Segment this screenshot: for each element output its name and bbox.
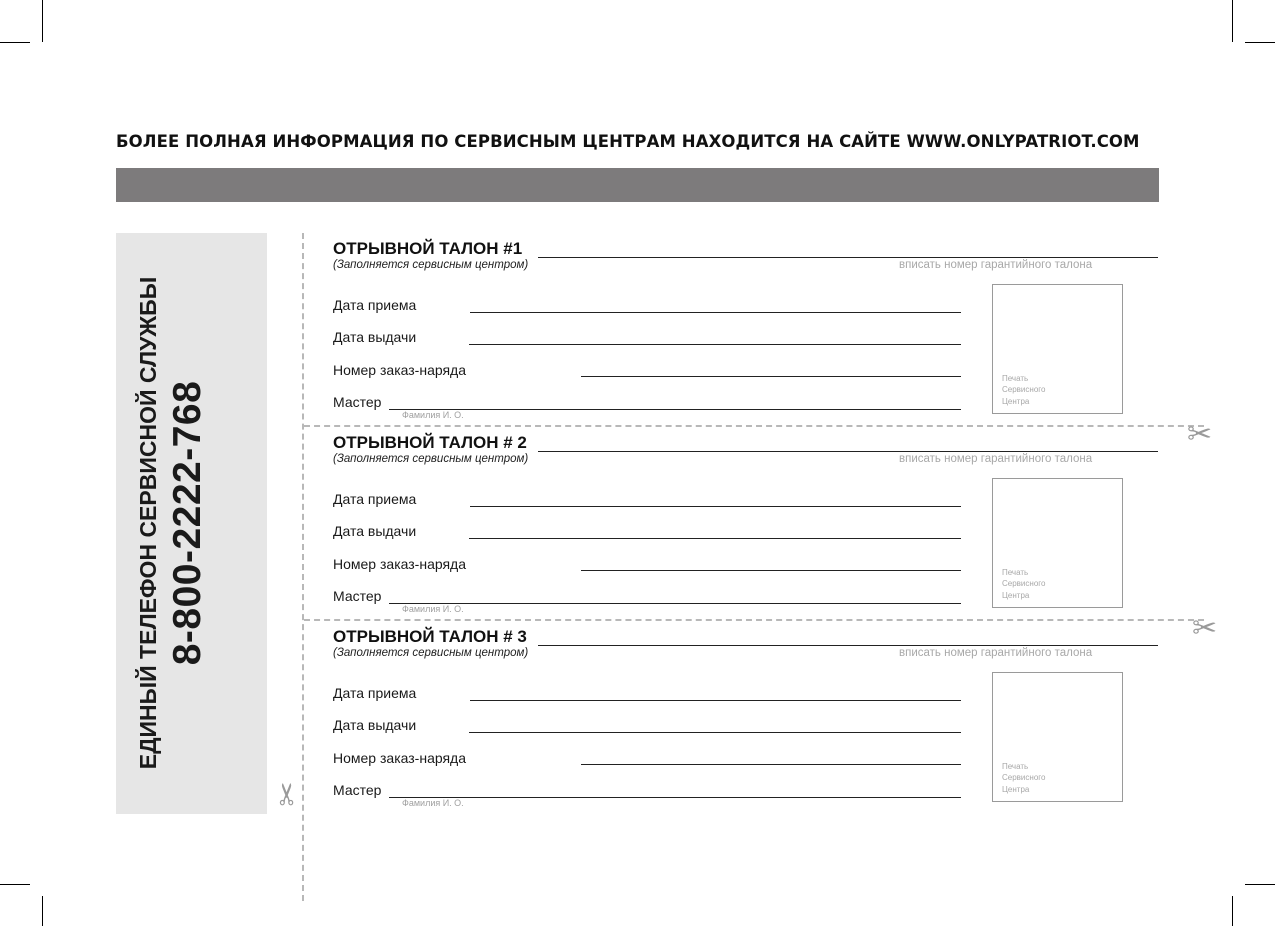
stamp-caption: Печать Сервисного Центра: [1002, 567, 1046, 600]
crop-mark: [1245, 884, 1275, 885]
stamp-box: [992, 284, 1123, 414]
field-line-issued[interactable]: [469, 538, 961, 539]
crop-mark: [1232, 0, 1233, 42]
signature-hint: Фамилия И. О.: [402, 410, 464, 420]
warranty-number-hint: вписать номер гарантийного талона: [899, 453, 1093, 465]
field-label-issued: Дата выдачи: [333, 523, 417, 539]
field-line-received[interactable]: [470, 312, 961, 313]
crop-mark: [42, 0, 43, 42]
header-band: [116, 168, 1159, 202]
field-line-received[interactable]: [470, 700, 961, 701]
coupon-3: [0, 627, 1275, 821]
stamp-box: [992, 672, 1123, 802]
stamp-caption: Печать Сервисного Центра: [1002, 373, 1046, 406]
coupon-title: ОТРЫВНОЙ ТАЛОН #1: [333, 239, 523, 258]
crop-mark: [42, 896, 43, 926]
field-label-issued: Дата выдачи: [333, 329, 417, 345]
scissors-icon: ✂: [270, 781, 306, 807]
crop-mark: [1232, 896, 1233, 926]
signature-hint: Фамилия И. О.: [402, 798, 464, 808]
coupon-title: ОТРЫВНОЙ ТАЛОН # 3: [333, 627, 527, 646]
warranty-number-line[interactable]: [538, 645, 1158, 646]
field-line-master[interactable]: [389, 603, 961, 604]
field-line-master[interactable]: [389, 409, 961, 410]
field-line-issued[interactable]: [469, 344, 961, 345]
field-label-master: Мастер: [333, 394, 382, 410]
field-label-received: Дата приема: [333, 297, 417, 313]
stamp-caption: Печать Сервисного Центра: [1002, 761, 1046, 794]
crop-mark: [0, 42, 30, 43]
field-line-order[interactable]: [581, 570, 961, 571]
field-label-received: Дата приема: [333, 685, 417, 701]
warranty-number-line[interactable]: [538, 451, 1158, 452]
coupon-subtitle: (Заполняется сервисным центром): [333, 259, 529, 271]
warranty-number-line[interactable]: [538, 257, 1158, 258]
field-line-order[interactable]: [581, 764, 961, 765]
coupon-1: [0, 239, 1275, 433]
coupon-title: ОТРЫВНОЙ ТАЛОН # 2: [333, 433, 527, 452]
field-label-order: Номер заказ-наряда: [333, 362, 467, 378]
warranty-number-hint: вписать номер гарантийного талона: [899, 647, 1093, 659]
field-label-issued: Дата выдачи: [333, 717, 417, 733]
scissors-icon: ✂: [1187, 417, 1213, 452]
scissors-icon: ✂: [1192, 611, 1218, 646]
signature-hint: Фамилия И. О.: [402, 604, 464, 614]
field-label-master: Мастер: [333, 588, 382, 604]
hotline-phone: 8-800-2222-768: [166, 380, 209, 666]
field-label-received: Дата приема: [333, 491, 417, 507]
crop-mark: [0, 884, 30, 885]
field-line-master[interactable]: [389, 797, 961, 798]
field-line-issued[interactable]: [469, 732, 961, 733]
service-info-heading: БОЛЕЕ ПОЛНАЯ ИНФОРМАЦИЯ ПО СЕРВИСНЫМ ЦЕНТРАМ НАХОДИТСЯ НА САЙТЕ WWW.ONLYPATRIOT.COM: [116, 132, 1140, 151]
field-line-received[interactable]: [470, 506, 961, 507]
field-label-order: Номер заказ-наряда: [333, 750, 467, 766]
coupon-subtitle: (Заполняется сервисным центром): [333, 453, 529, 465]
coupon-subtitle: (Заполняется сервисным центром): [333, 647, 529, 659]
field-line-order[interactable]: [581, 376, 961, 377]
hotline-title: ЕДИНЫЙ ТЕЛЕФОН СЕРВИСНОЙ СЛУЖБЫ: [135, 276, 161, 770]
crop-mark: [1245, 42, 1275, 43]
field-label-master: Мастер: [333, 782, 382, 798]
stamp-box: [992, 478, 1123, 608]
field-label-order: Номер заказ-наряда: [333, 556, 467, 572]
coupon-2: [0, 433, 1275, 627]
warranty-number-hint: вписать номер гарантийного талона: [899, 259, 1093, 271]
